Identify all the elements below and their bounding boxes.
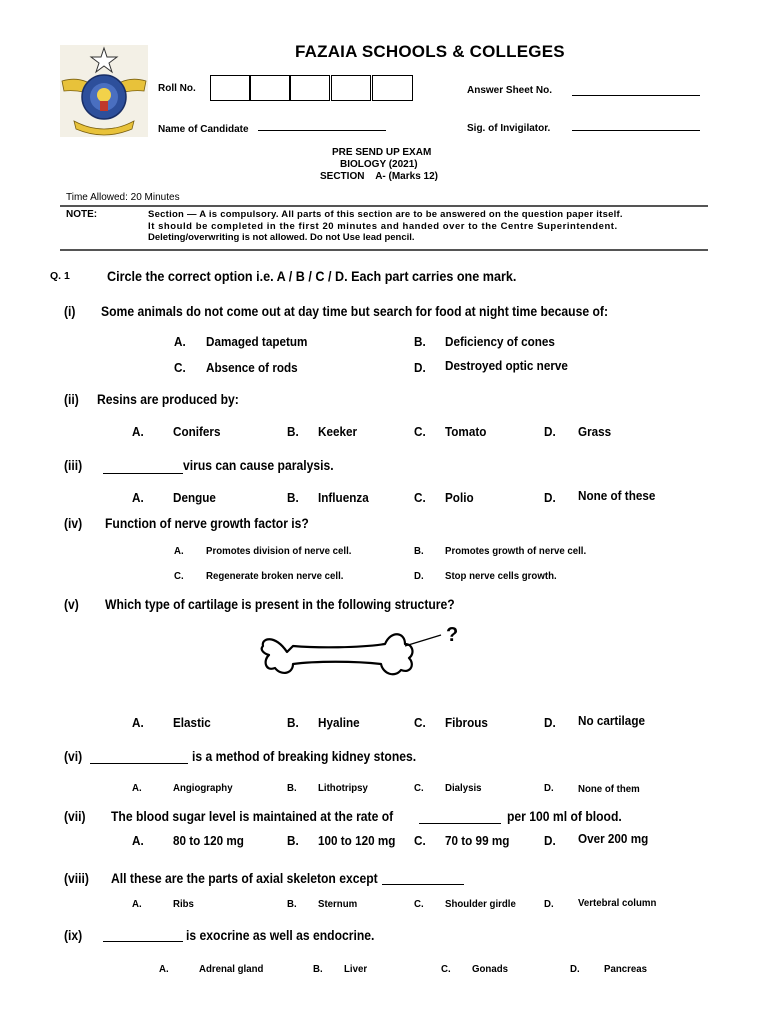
q-iv-opt-b[interactable]: Promotes growth of nerve cell. [445, 545, 587, 557]
q-iv-opt-a[interactable]: Promotes division of nerve cell. [206, 545, 352, 557]
q-viii-opt-c-letter[interactable]: C. [414, 898, 424, 910]
q-i-opt-a-letter[interactable]: A. [174, 334, 186, 349]
q-iii-number: (iii) [64, 458, 83, 473]
q-ii-opt-b[interactable]: Keeker [318, 424, 358, 439]
q-i-opt-c-letter[interactable]: C. [174, 360, 186, 375]
q-v-opt-a-letter[interactable]: A. [132, 715, 144, 730]
q-vii-text-pre: The blood sugar level is maintained at the rate of [111, 809, 394, 824]
q-i-opt-b-letter[interactable]: B. [414, 334, 426, 349]
q-v-opt-a[interactable]: Elastic [173, 715, 211, 730]
q-viii-opt-a[interactable]: Ribs [173, 898, 194, 910]
q-vii-blank[interactable] [419, 823, 501, 824]
q-iii-opt-d-letter[interactable]: D. [544, 490, 556, 505]
roll-box-4[interactable] [331, 75, 371, 101]
q-ix-opt-d-letter[interactable]: D. [570, 963, 580, 975]
q-i-text: Some animals do not come out at day time but search for food at night time because of: [101, 304, 609, 319]
q-viii-number: (viii) [64, 871, 89, 886]
q-iii-opt-d[interactable]: None of these [578, 488, 656, 503]
q-v-opt-d[interactable]: No cartilage [578, 713, 645, 728]
invigilator-sign-field[interactable] [572, 130, 700, 131]
divider-bottom [60, 249, 708, 251]
q-ix-opt-c[interactable]: Gonads [472, 963, 508, 975]
roll-box-5[interactable] [372, 75, 413, 101]
q-vii-opt-b[interactable]: 100 to 120 mg [318, 833, 396, 848]
q-ii-opt-c[interactable]: Tomato [445, 424, 487, 439]
q-vii-opt-c[interactable]: 70 to 99 mg [445, 833, 510, 848]
section-title: SECTION A- (Marks 12) [320, 171, 438, 182]
candidate-label: Name of Candidate [158, 124, 249, 135]
school-name: FAZAIA SCHOOLS & COLLEGES [295, 42, 565, 61]
q-iv-text: Function of nerve growth factor is? [105, 516, 309, 531]
q-i-number: (i) [64, 304, 76, 319]
q-i-opt-c[interactable]: Absence of rods [206, 360, 298, 375]
school-logo [60, 45, 148, 137]
q-vii-opt-a[interactable]: 80 to 120 mg [173, 833, 244, 848]
q-ix-opt-a[interactable]: Adrenal gland [199, 963, 264, 975]
roll-box-2[interactable] [250, 75, 290, 101]
q-viii-blank[interactable] [382, 884, 464, 885]
q-iv-opt-d-letter[interactable]: D. [414, 570, 424, 582]
q-ix-opt-d[interactable]: Pancreas [604, 963, 647, 975]
q-iii-opt-a-letter[interactable]: A. [132, 490, 144, 505]
q-v-opt-b[interactable]: Hyaline [318, 715, 360, 730]
q-viii-opt-a-letter[interactable]: A. [132, 898, 142, 910]
q-ix-opt-a-letter[interactable]: A. [159, 963, 169, 975]
roll-box-1[interactable] [210, 75, 250, 101]
q-vi-opt-c-letter[interactable]: C. [414, 782, 424, 794]
q-iii-opt-b-letter[interactable]: B. [287, 490, 299, 505]
q-iii-text: virus can cause paralysis. [183, 458, 334, 473]
q-i-opt-a[interactable]: Damaged tapetum [206, 334, 308, 349]
q-v-text: Which type of cartilage is present in the following structure? [105, 597, 455, 612]
q-vi-opt-a-letter[interactable]: A. [132, 782, 142, 794]
roll-box-3[interactable] [290, 75, 330, 101]
note-line-1: Section — A is compulsory. All parts of this section are to be answered on the question paper itself. [148, 209, 623, 220]
q-vii-opt-b-letter[interactable]: B. [287, 833, 299, 848]
q-ii-opt-c-letter[interactable]: C. [414, 424, 426, 439]
q-vi-opt-b-letter[interactable]: B. [287, 782, 297, 794]
q-viii-text: All these are the parts of axial skeleton except [111, 871, 378, 886]
q-i-opt-d-letter[interactable]: D. [414, 360, 426, 375]
q-ii-opt-b-letter[interactable]: B. [287, 424, 299, 439]
invigilator-label: Sig. of Invigilator. [467, 123, 551, 134]
q-viii-opt-b-letter[interactable]: B. [287, 898, 297, 910]
q-v-opt-d-letter[interactable]: D. [544, 715, 556, 730]
q-iii-opt-c-letter[interactable]: C. [414, 490, 426, 505]
note-label: NOTE: [66, 209, 98, 220]
q-iii-blank[interactable] [103, 473, 183, 474]
q-vi-opt-a[interactable]: Angiography [173, 782, 233, 794]
q-vi-opt-d[interactable]: None of them [578, 783, 640, 795]
q-ii-opt-d-letter[interactable]: D. [544, 424, 556, 439]
roll-label: Roll No. [158, 83, 196, 94]
q-ix-opt-c-letter[interactable]: C. [441, 963, 451, 975]
candidate-name-field[interactable] [258, 130, 386, 131]
q-iii-opt-b[interactable]: Influenza [318, 490, 369, 505]
q-iii-opt-c[interactable]: Polio [445, 490, 474, 505]
q-vii-opt-d-letter[interactable]: D. [544, 833, 556, 848]
q-vi-number: (vi) [64, 749, 83, 764]
q-ix-blank[interactable] [103, 941, 183, 942]
q-viii-opt-d[interactable]: Vertebral column [578, 897, 657, 909]
q-vi-text: is a method of breaking kidney stones. [192, 749, 417, 764]
q-iv-opt-c-letter[interactable]: C. [174, 570, 184, 582]
q1-instruction: Circle the correct option i.e. A / B / C / D. Each part carries one mark. [107, 268, 517, 284]
q-iv-number: (iv) [64, 516, 83, 531]
q-ix-number: (ix) [64, 928, 83, 943]
q-iv-opt-c[interactable]: Regenerate broken nerve cell. [206, 570, 344, 582]
q-vii-text-post: per 100 ml of blood. [507, 809, 622, 824]
q-vi-opt-d-letter[interactable]: D. [544, 782, 554, 794]
q-v-opt-c-letter[interactable]: C. [414, 715, 426, 730]
q-v-opt-b-letter[interactable]: B. [287, 715, 299, 730]
q-v-number: (v) [64, 597, 79, 612]
q-vi-opt-b[interactable]: Lithotripsy [318, 782, 368, 794]
q-v-opt-c[interactable]: Fibrous [445, 715, 488, 730]
figure-question-mark: ? [446, 624, 459, 646]
q-iv-opt-a-letter[interactable]: A. [174, 545, 184, 557]
q-vii-opt-d[interactable]: Over 200 mg [578, 831, 649, 846]
note-line-2: It should be completed in the first 20 minutes and handed over to the Centre Superintendent. [148, 221, 618, 232]
q-vii-number: (vii) [64, 809, 86, 824]
q-i-opt-b[interactable]: Deficiency of cones [445, 334, 555, 349]
time-allowed: Time Allowed: 20 Minutes [66, 192, 180, 203]
q-iv-opt-d[interactable]: Stop nerve cells growth. [445, 570, 557, 582]
q-ix-opt-b-letter[interactable]: B. [313, 963, 323, 975]
q-vii-opt-a-letter[interactable]: A. [132, 833, 144, 848]
q-viii-opt-b[interactable]: Sternum [318, 898, 358, 910]
q-vi-opt-c[interactable]: Dialysis [445, 782, 482, 794]
bone-figure [255, 622, 455, 688]
exam-title: PRE SEND UP EXAM [332, 147, 432, 158]
answer-sheet-label: Answer Sheet No. [467, 85, 553, 96]
question-number: Q. 1 [50, 270, 70, 282]
q-ii-opt-a-letter[interactable]: A. [132, 424, 144, 439]
q-viii-opt-c[interactable]: Shoulder girdle [445, 898, 516, 910]
q-ii-opt-a[interactable]: Conifers [173, 424, 221, 439]
q-vii-opt-c-letter[interactable]: C. [414, 833, 426, 848]
q-i-opt-d[interactable]: Destroyed optic nerve [445, 358, 568, 373]
subject-title: BIOLOGY (2021) [340, 159, 418, 170]
answer-sheet-field[interactable] [572, 95, 700, 96]
note-line-3: Deleting/overwriting is not allowed. Do not Use lead pencil. [148, 232, 415, 243]
divider-top [60, 205, 708, 207]
q-vi-blank[interactable] [90, 763, 188, 764]
q-ii-text: Resins are produced by: [97, 392, 239, 407]
q-iv-opt-b-letter[interactable]: B. [414, 545, 424, 557]
q-ii-number: (ii) [64, 392, 79, 407]
q-ix-opt-b[interactable]: Liver [344, 963, 368, 975]
q-ix-text: is exocrine as well as endocrine. [186, 928, 375, 943]
q-iii-opt-a[interactable]: Dengue [173, 490, 216, 505]
q-ii-opt-d[interactable]: Grass [578, 424, 612, 439]
q-viii-opt-d-letter[interactable]: D. [544, 898, 554, 910]
